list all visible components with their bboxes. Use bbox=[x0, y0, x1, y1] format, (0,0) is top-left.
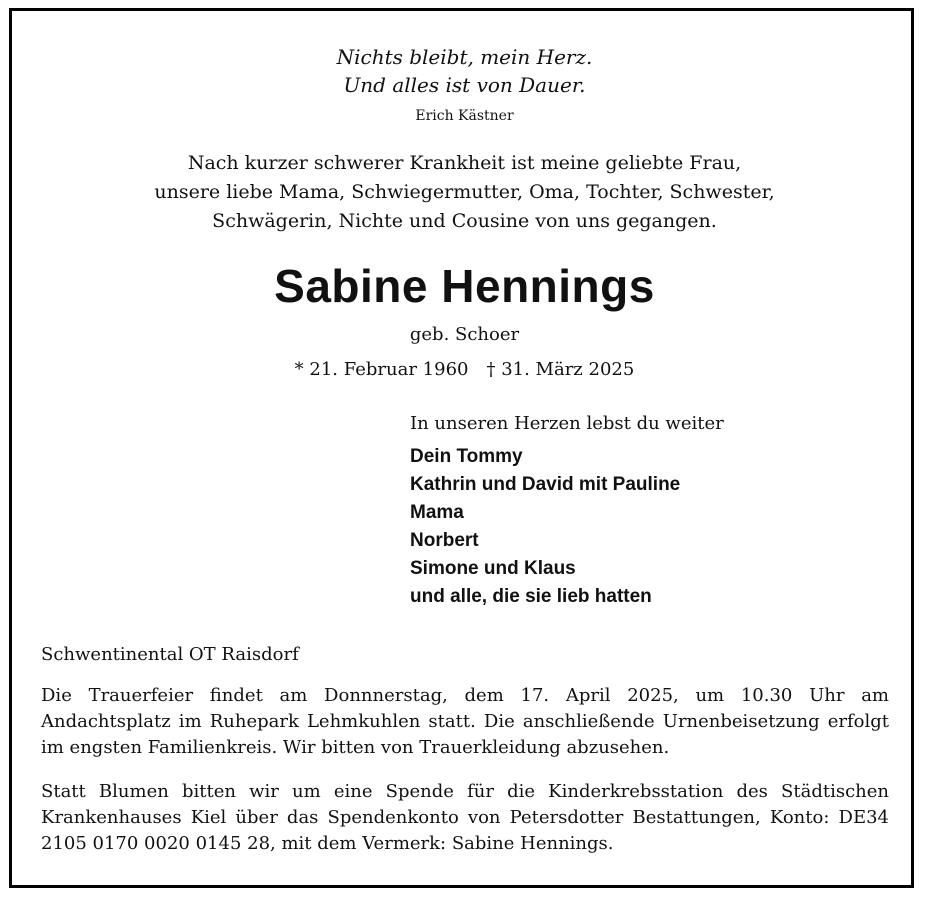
intro-line-2: unsere liebe Mama, Schwiegermutter, Oma, Tochter, Schwester, bbox=[154, 181, 775, 203]
mourner-name: Dein Tommy bbox=[410, 446, 523, 467]
funeral-paragraph: Die Trauerfeier findet am Donnnerstag, dem 17. April 2025, um 10.30 Uhr am Andachtsplatz im Ruhepark Lehmkuhlen statt. Die anschließende Urnenbeisetzung erfolgt im engsten Familienkreis. Wir bitten von Trauerkleidung abzusehen. bbox=[41, 685, 889, 758]
mourner-name: und alle, die sie lieb hatten bbox=[410, 586, 652, 607]
intro-text bbox=[0, 149, 929, 236]
deceased-name: Sabine Hennings bbox=[274, 260, 655, 312]
donation-paragraph: Statt Blumen bitten wir um eine Spende für die Kinderkrebsstation des Städtischen Krankenhauses Kiel über das Spendenkonto von Petersdotter Bestattungen, Konto: DE34 2105 0170 0020 0145 28, mit dem Vermerk: Sabine Hennings. bbox=[41, 781, 889, 854]
mourner-name: Mama bbox=[410, 502, 464, 523]
birth-name: geb. Schoer bbox=[409, 324, 520, 345]
quote-line-2: Und alles ist von Dauer. bbox=[343, 73, 586, 97]
mourner-name: Kathrin und David mit Pauline bbox=[410, 474, 681, 495]
quote-line-1: Nichts bleibt, mein Herz. bbox=[336, 45, 593, 69]
mourner-name: Simone und Klaus bbox=[410, 558, 576, 579]
intro-line-3: Schwägerin, Nichte und Cousine von uns gegangen. bbox=[212, 210, 717, 232]
quote bbox=[0, 43, 929, 99]
quote-author: Erich Kästner bbox=[415, 108, 514, 124]
life-dates bbox=[0, 358, 929, 382]
place-of-residence: Schwentinental OT Raisdorf bbox=[41, 644, 299, 665]
death-date: † 31. März 2025 bbox=[486, 359, 635, 380]
mourners-lead: In unseren Herzen lebst du weiter bbox=[410, 413, 724, 434]
mourners-block bbox=[410, 411, 880, 611]
birth-date: * 21. Februar 1960 bbox=[294, 359, 469, 380]
mourner-name: Norbert bbox=[410, 530, 479, 551]
intro-line-1: Nach kurzer schwerer Krankheit ist meine geliebte Frau, bbox=[187, 152, 742, 174]
